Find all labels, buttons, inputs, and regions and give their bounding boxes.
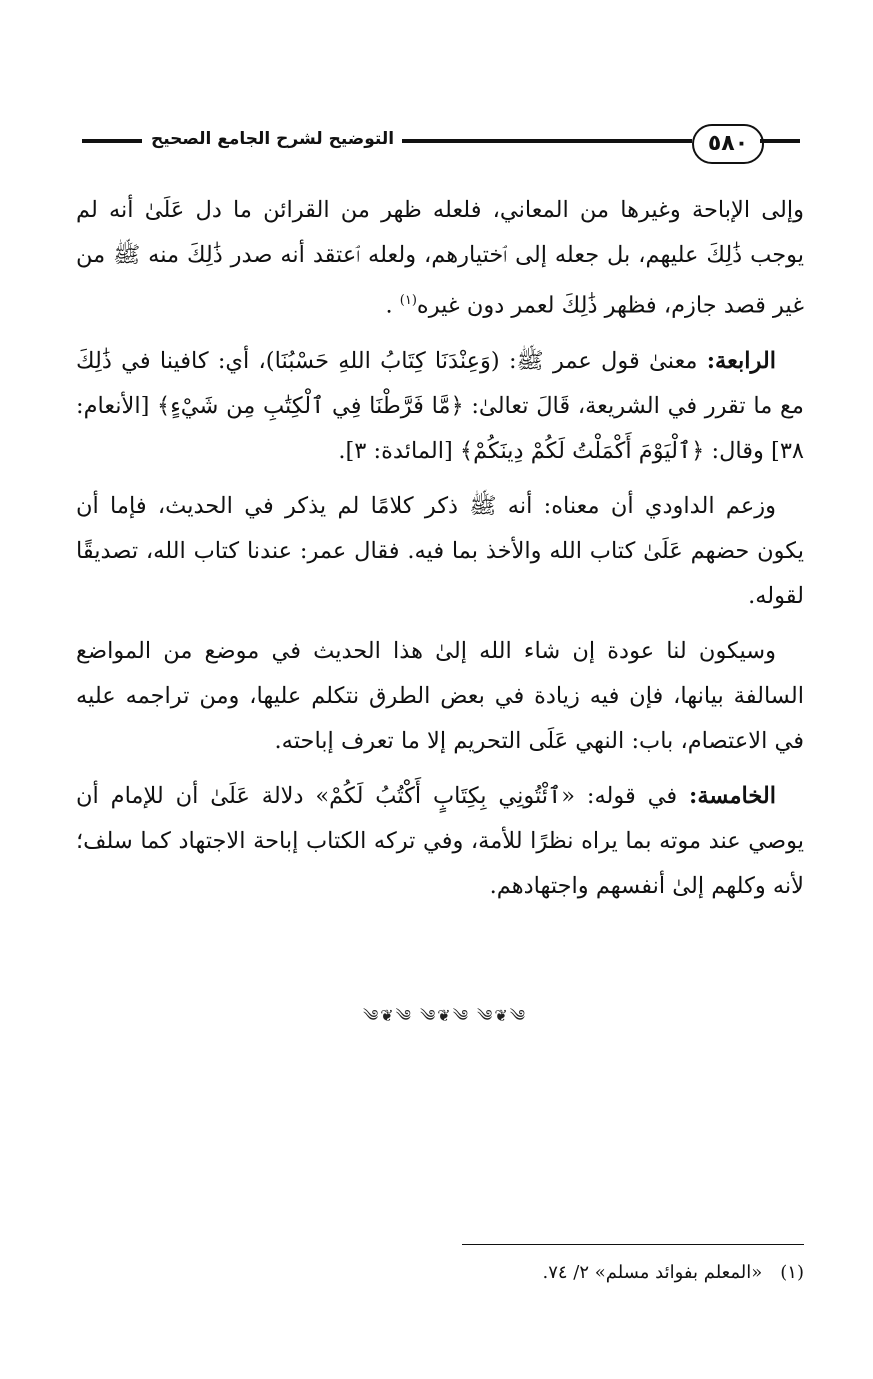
footnote — [460, 1258, 804, 1288]
body-text — [76, 188, 804, 919]
header-rule-right — [760, 139, 800, 143]
paragraph-text: في قوله: «ٱئْتُونِي بِكِتَابٍ أَكْتُبُ لَكُمْ» دلالة عَلَىٰ أن للإمام أن يوصي عند موته بما يراه نظرًا للأمة، وفي تركه الكتاب إباحة الاجتهاد كما سلف؛ لأنه وكلهم إلىٰ أنفسهم واجتهادهم. — [76, 782, 804, 899]
paragraph-5 — [76, 774, 804, 909]
paragraph-lead: الرابعة: — [706, 347, 776, 374]
footnote-text: «المعلم بفوائد مسلم» ٢/ ٧٤. — [542, 1262, 763, 1283]
footnote-reference: (١) — [399, 293, 417, 308]
header-rule-middle — [402, 139, 692, 143]
paragraph-tail: . — [385, 292, 400, 319]
paragraph-1 — [76, 188, 804, 329]
footnote-separator — [462, 1244, 804, 1245]
header-rule-left — [82, 139, 142, 143]
paragraph-text: معنىٰ قول عمر ﷺ: (وَعِنْدَنَا كِتَابُ اللهِ حَسْبُنَا)، أي: كافينا في ذَٰلِكَ مع ما تقرر في الشريعة، قَالَ تعالىٰ: ﴿مَّا فَرَّطْنَا فِي ٱلْكِتَٰبِ مِن شَيْءٍ﴾ [الأنعام: ٣٨] وقال: ﴿ٱلْيَوْمَ أَكْمَلْتُ لَكُمْ دِينَكُمْ﴾ [المائدة: ٣]. — [76, 347, 804, 464]
paragraph-3 — [76, 484, 804, 619]
paragraph-text: وسيكون لنا عودة إن شاء الله إلىٰ هذا الحديث في موضع من المواضع السالفة بيانها، فإن فيه زيادة في بعض الطرق نتكلم عليها، ومن تراجمه عليه في الاعتصام، باب: النهي عَلَى التحريم إلا ما تعرف إباحته. — [76, 637, 804, 754]
footnote-mark: (١) — [780, 1262, 804, 1283]
running-title: التوضيح لشرح الجامع الصحيح — [150, 129, 395, 149]
paragraph-4 — [76, 629, 804, 764]
page-header — [70, 124, 800, 174]
paragraph-text: وإلى الإباحة وغيرها من المعاني، فلعله ظهر من القرائن ما دل عَلَىٰ أنه لم يوجب ذَٰلِكَ عليهم، بل جعله إلى ٱختيارهم، ولعله ٱعتقد أنه صدر ذَٰلِكَ منه ﷺ من غير قصد جازم، فظهر ذَٰلِكَ لعمر دون غيره — [76, 197, 804, 319]
paragraph-2 — [76, 339, 804, 474]
page-number: ٥٨٠ — [692, 124, 764, 164]
paragraph-lead: الخامسة: — [689, 782, 776, 809]
paragraph-text: وزعم الداودي أن معناه: أنه ﷺ ذكر كلامًا لم يذكر في الحديث، فإما أن يكون حضهم عَلَىٰ كتاب الله والأخذ بما فيه. فقال عمر: عندنا كتاب الله، تصديقًا لقوله. — [76, 492, 804, 609]
section-ornament: ༄❦༄ ༄❦༄ ༄❦༄ — [362, 1006, 528, 1025]
